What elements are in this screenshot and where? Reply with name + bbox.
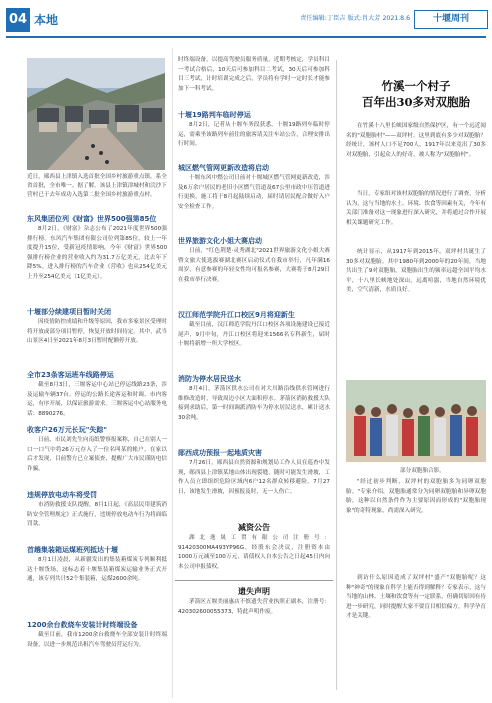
statement-title: 遗失声明 (238, 587, 270, 596)
article-train-suspend (178, 110, 330, 159)
article-body: 十堰东风中燃公司日前对十堰城区燃气管网更新改造，涉及6万余户居民的老旧小区燃气管道及67公里市政中压管道进行更换，施工将于8月起陆续启动，届时请居民配合做好入户安全检查工作。 (178, 175, 330, 210)
article-title: 汉江师范学院升江口校区9月将迎新生 (178, 311, 295, 319)
twins-article-body-cont (346, 478, 486, 690)
article-title: 消防为停水居民送水 (178, 375, 241, 383)
article-body: 截至目前，汉江师范学院丹江口校区各项设施建设已接近尾声，9月中旬，丹江口校区将迎来1566名专科新生，届时十堰将新增一所大学校区。 (178, 322, 330, 348)
title-line-2: 百年出30多对双胞胎 (361, 95, 470, 109)
editor-meta: 责任编辑:丁臣吉 版式:肖大芳 2021.8.6 (300, 15, 410, 22)
article-water-delivery (178, 374, 330, 443)
section-title: 本地 (34, 13, 59, 27)
town-photo (27, 58, 165, 170)
article-body: 因疫情防控成绩和升级等原因，我市多家景区受理时将开放或部分项目暂停，恢复开放时间待定。其中，武当山景区4日至2021年8月3日暂时配额停开放。 (27, 319, 167, 345)
paragraph: 统计显示，从1917年到2015年，双坪村共诞生了30多对双胞胎。其中1980年到2000年的20年间，当地共出生了9对双胞胎，双胞胎出生的频率远超全国平均水平，十八里长峡地处深山，远离喧嚣，当地自然环境优美，空气清新，水质良好。 (346, 249, 486, 294)
article-body: 8月4日，茅箭区供水公司在对大川路沿线供水管网进行维修改造时，导致周边小区大面积停水。茅箭区消防救援大队接到求助后，第一时间调派消防车为停水居民送水，累计送水30余吨。 (178, 386, 330, 421)
article-missing-money (27, 425, 167, 484)
article-title: 收客户26万元长玩"失踪" (27, 426, 108, 434)
article-title: 世界旅游文化小姐大赛启动 (178, 237, 262, 245)
loss-statement (178, 586, 330, 636)
article-gas-network (178, 163, 330, 232)
twins-article-body (346, 122, 486, 364)
article-body: 8月2日，《财富》杂志公布了2021年度世界500强排行榜。东风汽车集团有限公司位列第85位，较上一年度提升15位，受新冠疫情影响，今年《财富》世界500强排行榜企业的营业收入约为31.7万亿美元，比去年下降5%。进入排行榜的汽车企业《营收》也从254亿美元上升至254亿美元（1亿美元）。 (27, 226, 167, 280)
header-rule (6, 36, 486, 38)
page-number: 04 (6, 8, 30, 32)
article-body: 截至8月3日，三堰客运中心站已停运线路23条，涉及运输车辆37台。停运的公路长途客运和时调、市内客运，有序开展，以保证旅游需求。三堰客运中心站服务电话：8890276。 (27, 382, 167, 417)
article-body: 8月2日，记者从十堰车务段获悉，十堰19路列车临时停运，需乘坐该路列车前往的旅客请关注车站公告，合理安排出行时间。 (178, 122, 330, 148)
article-bus-lines (27, 370, 167, 419)
article-title: 郧西成功预报一起地质灾害 (178, 449, 262, 457)
paragraph: "经过初步判断，双坪村的双胞胎多为同卵双胞胎。"专家介绍，双胞胎通常分为同卵双胞胎和异卵双胞胎，这种以自然条件作为主要原因而形成的"双胞胎现象"的奇特现象，尚需深入研究。 (346, 479, 486, 514)
article-tourism-pageant (178, 236, 330, 305)
article-title: 违规停放电动车将受罚 (27, 491, 97, 499)
photo-caption: 近日，郧西县上津镇入选首批全国乡村旅游重点镇。系全省首批，全市唯一。据了解，该县上津镇津城村和浣沙下营村已于去年成功入选第二批全国乡村旅游重点村。 (27, 174, 167, 198)
article-body: 8月1日凌晨，从新疆发出的集装箱煤炭专列顺利抵达十堰货场，这标志着十堰集装箱煤炭运输业务正式开通，该专列共计52个集装箱，运煤2600余吨。 (27, 557, 167, 583)
article-title: 1200余台救烧车安装计时终端设备 (27, 621, 138, 629)
title-line-1: 竹溪一个村子 (381, 79, 451, 93)
column-divider (336, 60, 337, 690)
column-divider (172, 48, 173, 698)
article-title: 十堰19路判车临时停运 (178, 111, 251, 119)
article-coal-train (27, 545, 167, 614)
newspaper-brand: 十堰周刊 (414, 10, 488, 29)
article-body: 日前，市民刘先生向南纸警察报案称，自己在别人一口一口气中将26万元存入了一位名叫某的帐户，在家以后才发现，目前警方已立案侦查，提醒广大市民谨防电信诈骗。 (27, 437, 167, 472)
article-title: 东风集团位列《财富》世界500强第85位 (27, 215, 157, 223)
notice-body: 湖北逸晟工贸有限公司注册号：91420300MA493YP96G，经股东会决议，注册资本由1000万元减至100万元，请债权人自本公告之日起45日内向本公司申报债权。 (178, 535, 330, 570)
statement-body: 茅箭区五堰美丽惠店不慎遗失营业执照正副本，注册号：420302600055373，特此声明作废。 (178, 599, 330, 615)
twins-article-title (336, 78, 492, 110)
capital-reduction-notice (178, 522, 330, 582)
article-body: 日前，"红色荆楚·灵秀湖北"2021世界旅游文化小姐大赛暨文旅大使选拔赛湖北赛区启动仪式在我市举行，凡年满16周岁，有意参赛的年轻女性均可报名参赛，大赛将于8月29日在我市举行决赛。 (178, 248, 330, 283)
notice-title: 减资公告 (238, 523, 270, 532)
notice-divider (175, 580, 333, 581)
continued-text: 时终端设备，以提高驾驶员服务质量。近期考核定，学员科目一考试合格后，10天后可参加科目二考试，30天后可参加科目三考试，计时培训完成之后，学员将有学时一定时长才能参加下一科考试。 (178, 57, 330, 92)
article-projects (27, 307, 167, 366)
article-body: 截至目前，我市1200余台救烧车全部安装计时终端设备，以进一步规范出租汽车驾驶员营运行为。 (27, 632, 167, 648)
twins-photo-caption: 部分双胞胎合影。 (400, 468, 445, 474)
article-body: 7月26日，郧西县自然资源和规划局工作人员在巡查中发现，郧西县上津镇某地山体出现裂缝，随时可能发生滑坡，工作人员立即组织危险区域内6户12名群众转移避险。7月27日，该地发生滑坡，因预报及时，无一人伤亡。 (178, 460, 330, 495)
article-driving-terminals (27, 620, 167, 659)
article-ebike-parking (27, 490, 167, 539)
article-geo-disaster (178, 448, 330, 527)
twins-photo (346, 380, 486, 462)
article-title: 全市23条客运班车线路停运 (27, 371, 114, 379)
paragraph: 在竹溪十八里长峡国家级自然保护区，有一个远近闻名的"双胞胎村"——双坪村。这里到底有多少对双胞胎？经统计，该村人口不足700人，1917年以来竟出了30多对双胞胎，引起众人的好奇，被人称为"双胞胎村"。 (346, 123, 486, 158)
article-title: 城区燃气管网更新改造将启动 (178, 164, 269, 172)
article-normal-college (178, 310, 330, 369)
article-title: 十堰部分续建项目暂时关闭 (27, 308, 111, 316)
paragraph: 当日，专家组对该村双胞胎的情况进行了调查，分析认为，这与当地的水土、环境、饮食等因素有关，今年有关部门准备对这一现象进行深入研究，并将通过合作开展相关课题研究工作。 (346, 191, 486, 226)
article-body: 市消防救援支队提醒，8月1日起，《高层民用建筑消防安全管理规定》正式施行，违规停放电动车行为将面临罚款。 (27, 502, 167, 528)
paragraph: 到访什么原因造成了双坪村"盛产"双胞胎呢？这种"神奇"的现象在科学上能否得到解释？专家表示，这与当地的山林、土壤和饮食等有一定联系，但确切原因有待进一步研究，同时提醒大家不要盲目相信偏方，科学孕育才是关键。 (346, 575, 486, 620)
article-title: 首趟集装箱运煤班列抵达十堰 (27, 546, 118, 554)
article-fortune500 (27, 214, 167, 303)
